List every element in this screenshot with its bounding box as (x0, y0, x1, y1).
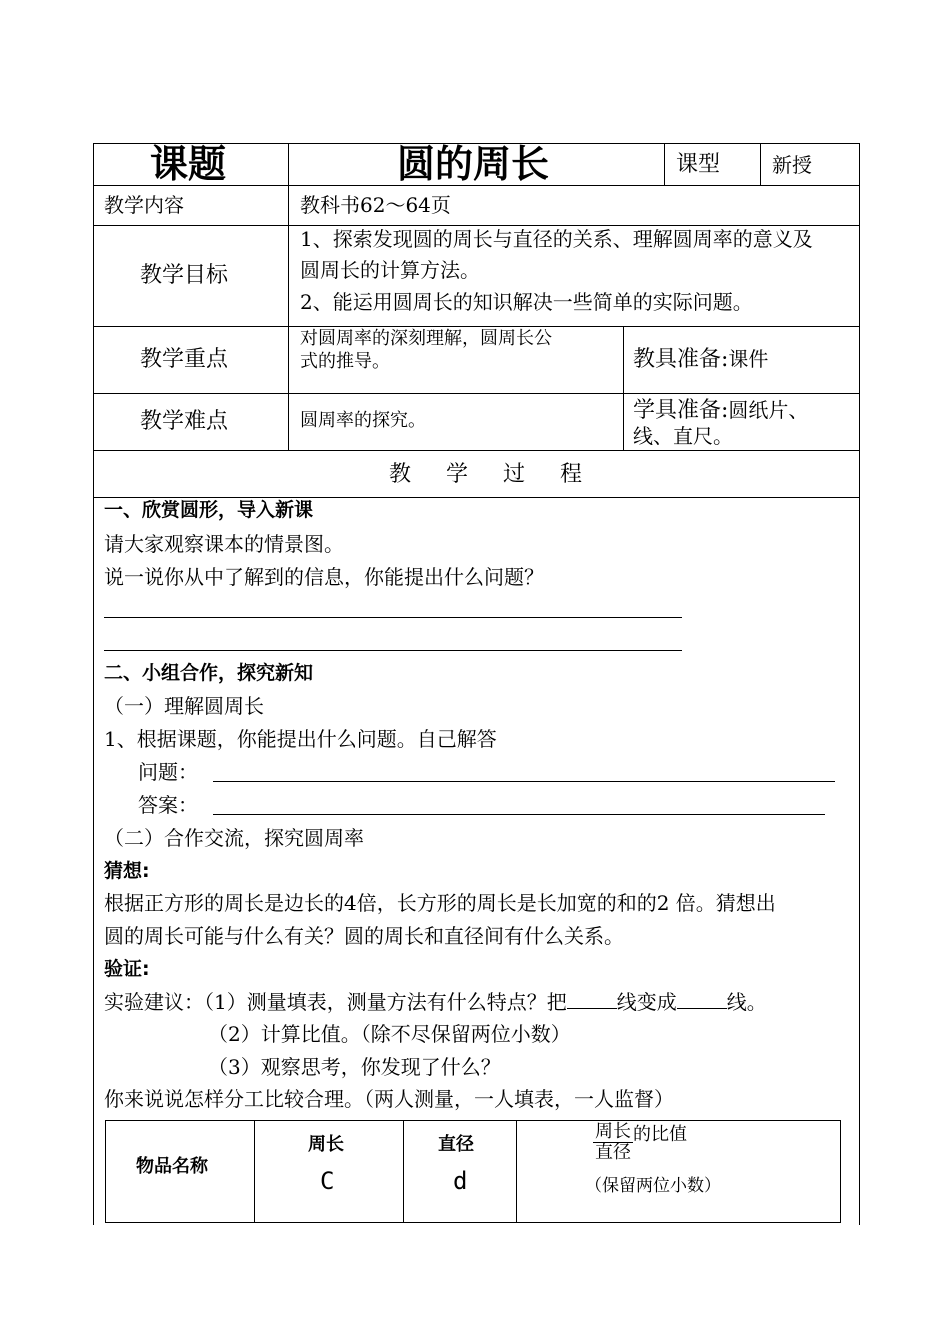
goal-line-2: 圆周长的计算方法。 (300, 258, 480, 282)
verify-title: 验证: (104, 958, 150, 980)
col-diameter-symbol: d (453, 1167, 468, 1195)
col-divider-type (664, 143, 665, 185)
col-divider-label (288, 143, 289, 450)
guess-title: 猜想: (104, 860, 150, 882)
row-divider-5 (93, 450, 860, 451)
col-diameter-title: 直径 (438, 1134, 474, 1155)
answer-label: 答案： (138, 793, 198, 817)
key-line-1: 对圆周率的深刻理解，圆周长公 (300, 328, 552, 349)
content-label: 教学内容 (104, 193, 184, 217)
content-value: 教科书62～64页 (300, 193, 451, 217)
hard-value: 圆周率的探究。 (300, 410, 426, 431)
inner-col-1 (254, 1120, 255, 1223)
hard-label: 教学难点 (140, 409, 229, 434)
section-2-sub-1: （一）理解圆周长 (104, 694, 264, 718)
answer-line (213, 814, 825, 815)
type-label: 课型 (676, 152, 721, 177)
question-label: 问题： (138, 760, 198, 784)
ratio-denominator: 直径 (595, 1142, 631, 1163)
guess-line-1: 根据正方形的周长是边长的4倍，长方形的周长是长加宽的和的2 倍。猜想出 (104, 891, 776, 915)
student-tools-value-1: 圆纸片、 (728, 398, 809, 422)
ratio-note: （保留两位小数） (585, 1176, 721, 1196)
verify-line-1-a: 实验建议：（1）测量填表，测量方法有什么特点？把 (104, 990, 567, 1014)
blank-1[interactable] (567, 990, 617, 1009)
answer-line-1 (104, 617, 682, 618)
inner-col-3 (516, 1120, 517, 1223)
inner-table-top (105, 1120, 841, 1121)
goal-line-3: 2、能运用圆周长的知识解决一些简单的实际问题。 (300, 290, 753, 314)
teaching-tools-value: 课件 (728, 347, 769, 371)
col-ratio-header (593, 1122, 687, 1163)
teaching-tools-label: 教具准备: (633, 347, 729, 372)
ratio-numerator: 周长 (595, 1121, 631, 1142)
lesson-title: 圆的周长 (397, 141, 550, 186)
student-tools-label: 学具准备: (633, 398, 729, 423)
section-1-line-1: 请大家观察课本的情景图。 (104, 532, 344, 556)
verify-line-1 (104, 989, 767, 1015)
section-2-item-1: 1、根据课题，你能提出什么问题。自己解答 (104, 727, 497, 751)
verify-line-1-c: 线。 (726, 990, 767, 1014)
teaching-tools (633, 346, 768, 374)
student-tools (633, 397, 808, 425)
col-circumference-symbol: C (320, 1167, 335, 1195)
goal-line-1: 1、探索发现圆的周长与直径的关系、理解圆周率的意义及 (300, 227, 813, 251)
inner-table-bottom (105, 1222, 841, 1223)
answer-line-2 (104, 650, 682, 651)
ratio-suffix: 的比值 (633, 1123, 687, 1145)
student-tools-value-2: 线、直尺。 (633, 424, 733, 448)
question-line (213, 781, 835, 782)
col-divider-tools (623, 326, 624, 450)
inner-table-right (840, 1120, 841, 1223)
inner-table-left (105, 1120, 106, 1223)
type-value: 新授 (772, 153, 812, 177)
verify-line-1-b: 线变成 (616, 990, 677, 1014)
col-divider-type-value (760, 143, 761, 185)
row-divider-4 (93, 393, 860, 394)
col-item-name: 物品名称 (136, 1156, 208, 1177)
guess-line-2: 圆的周长可能与什么有关？圆的周长和直径间有什么关系。 (104, 924, 624, 948)
inner-col-2 (403, 1120, 404, 1223)
table-left-border (93, 143, 94, 1225)
title-label: 课题 (150, 141, 227, 186)
section-2-title: 二、小组合作，探究新知 (104, 662, 314, 684)
goal-label: 教学目标 (140, 263, 229, 288)
process-heading: 教 学 过 程 (389, 462, 596, 487)
table-right-border (859, 143, 860, 1225)
verify-line-3: （3）观察思考，你发现了什么？ (208, 1055, 501, 1079)
key-label: 教学重点 (140, 347, 229, 372)
verify-line-2: （2）计算比值。（除不尽保留两位小数） (208, 1022, 571, 1046)
verify-line-4: 你来说说怎样分工比较合理。（两人测量，一人填表，一人监督） (104, 1087, 674, 1111)
key-line-2: 式的推导。 (300, 351, 390, 372)
col-circumference-title: 周长 (308, 1134, 344, 1155)
section-1-title: 一、欣赏圆形，导入新课 (104, 499, 314, 521)
blank-2[interactable] (677, 990, 727, 1009)
ratio-fraction (593, 1122, 633, 1163)
section-2-sub-2: （二）合作交流，探究圆周率 (104, 826, 364, 850)
section-1-line-2: 说一说你从中了解到的信息，你能提出什么问题？ (104, 565, 544, 589)
